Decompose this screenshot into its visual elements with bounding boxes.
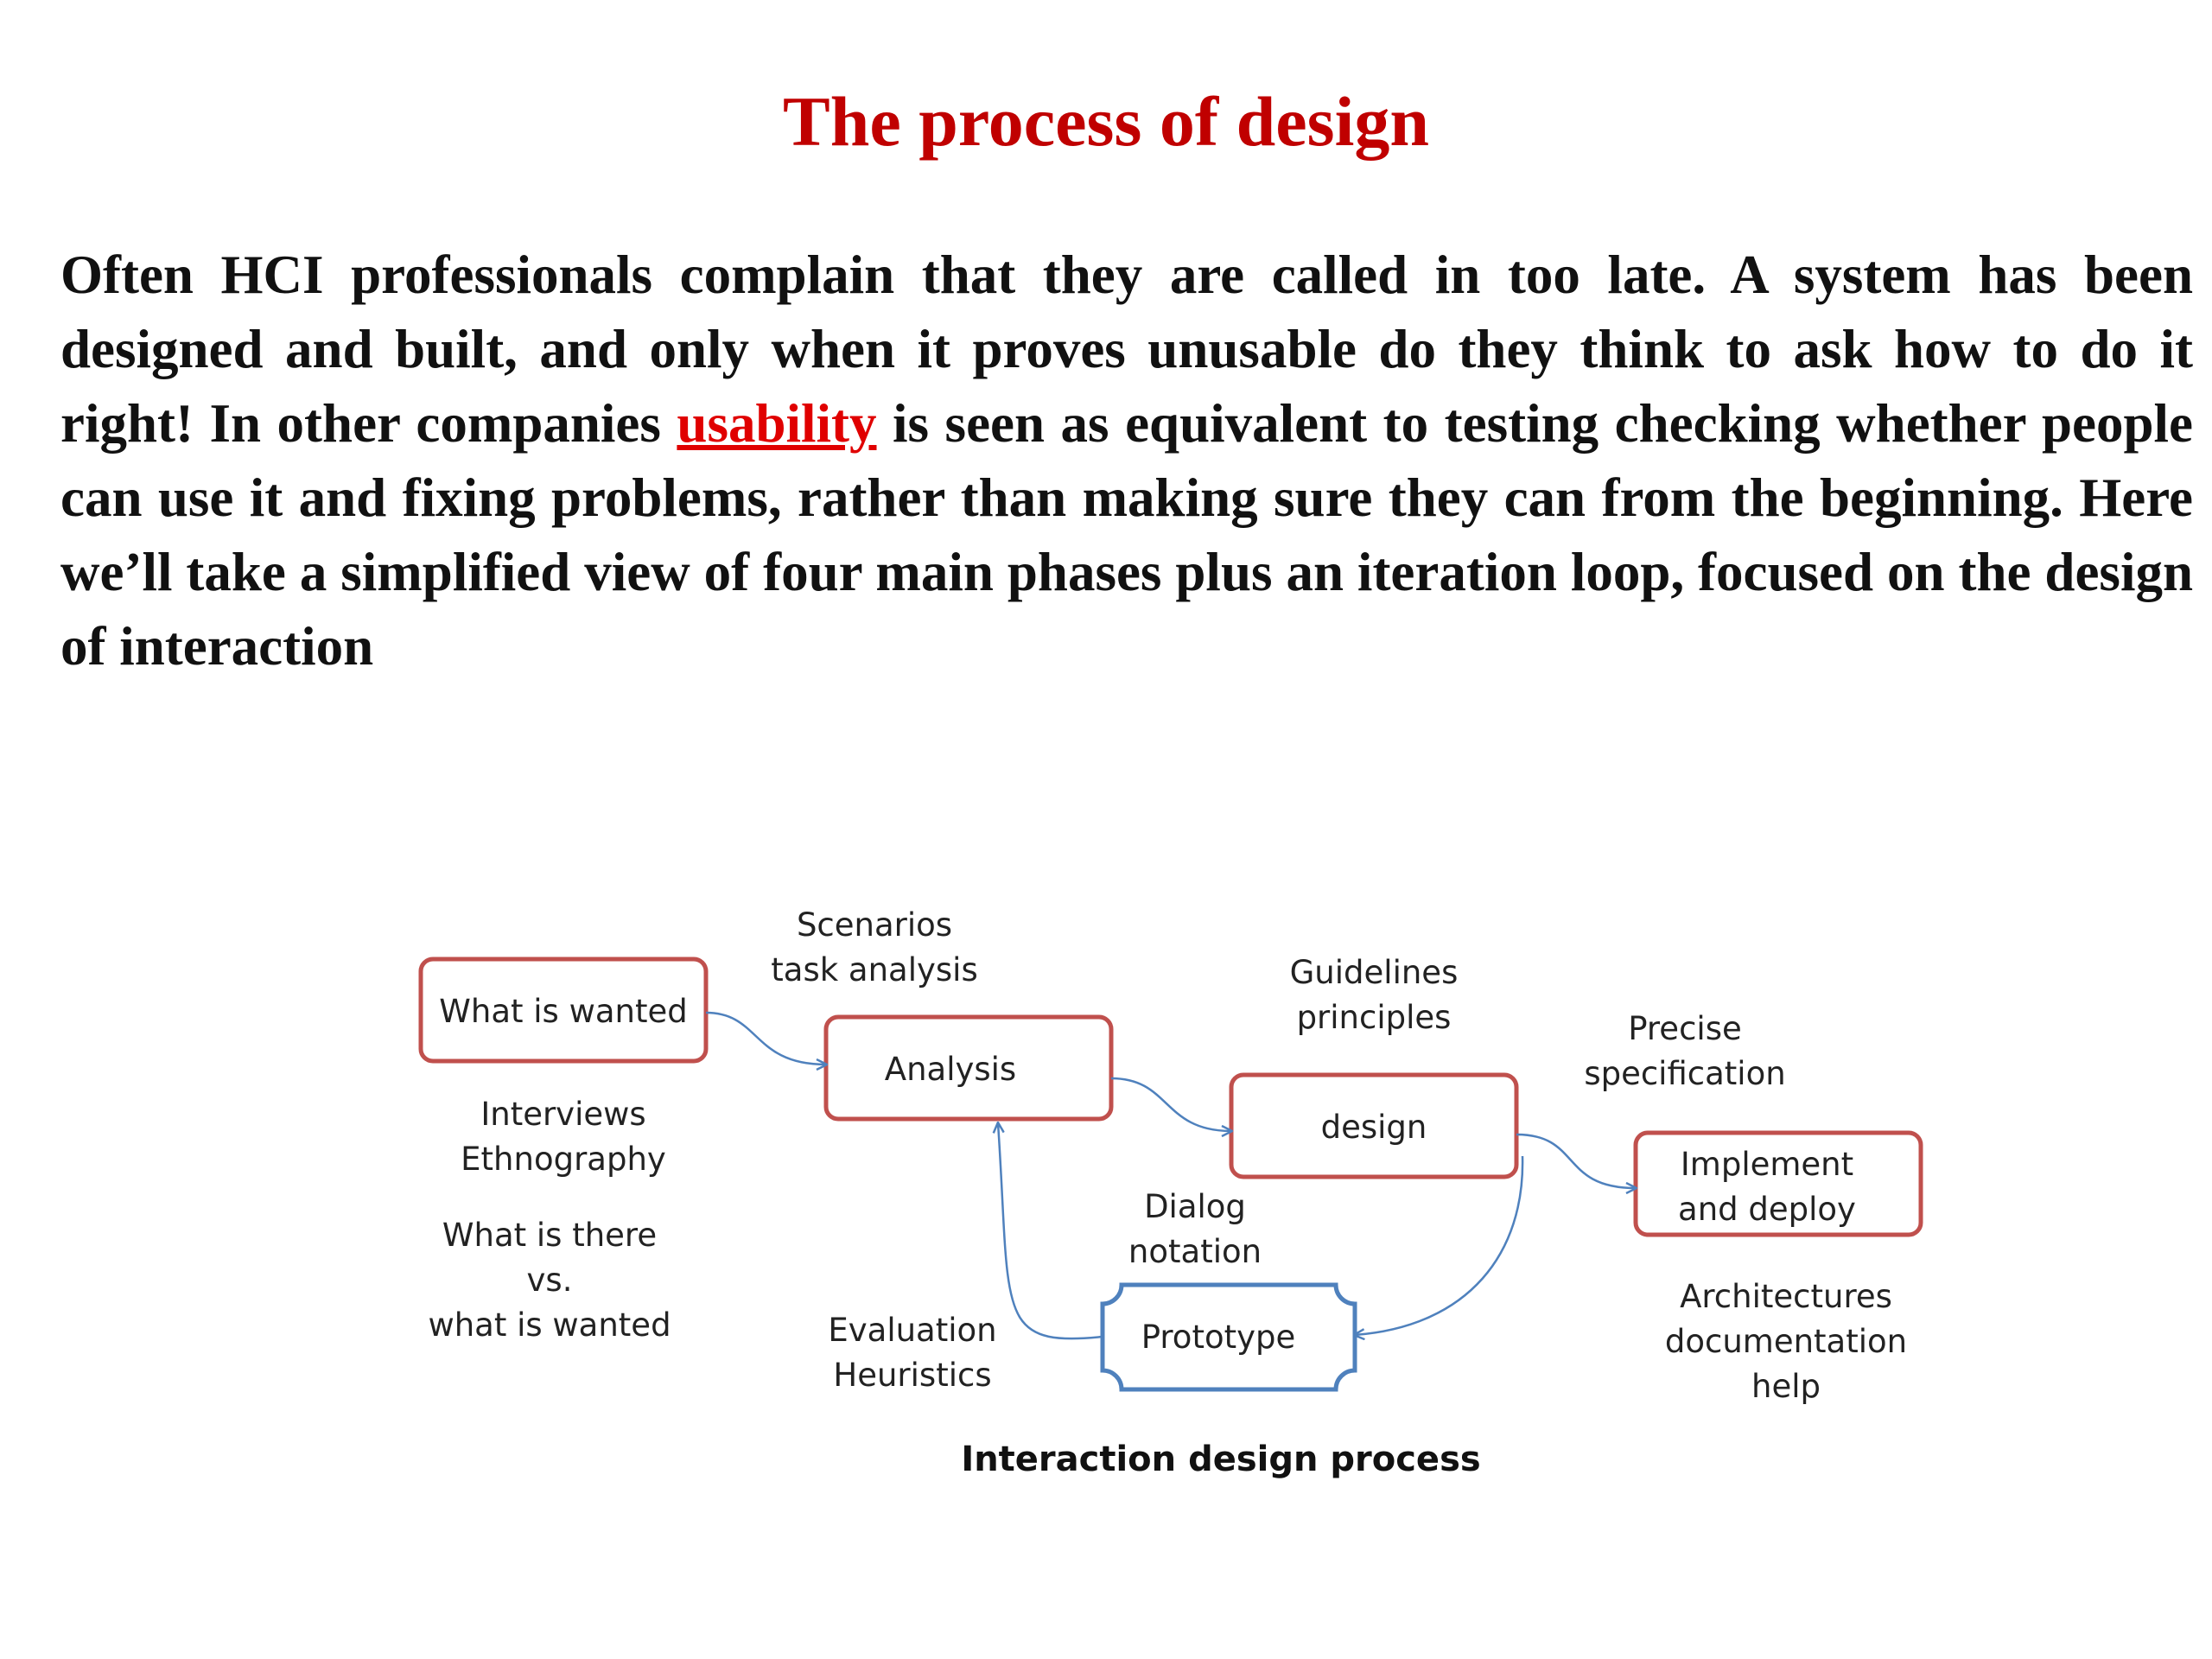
what-is-there-annotation-line3: what is wanted (428, 1306, 671, 1344)
interviews-annotation-line1: Interviews (480, 1096, 646, 1133)
scenarios-annotation-line2: task analysis (771, 951, 978, 988)
arrow-design-to-prototype (1355, 1156, 1522, 1335)
what-is-wanted-label: What is wanted (439, 993, 688, 1030)
arrow-prototype-to-analysis (998, 1123, 1103, 1338)
paragraph-text-end: is seen as equivalent to testing checking whether people can use it and fixing problems, rather than making sure they can from the beginning. Here we’ll take a simplified view of four main phases plus an iteration loop, focused on the design of interaction (60, 393, 2193, 677)
evaluation-annotation-line2: Heuristics (833, 1357, 992, 1394)
implement-label-line2: and deploy (1678, 1191, 1856, 1228)
guidelines-annotation-line2: principles (1296, 999, 1452, 1036)
scenarios-annotation-line1: Scenarios (796, 906, 953, 944)
diagram-caption: Interaction design process (961, 1440, 1481, 1479)
arrow-analysis-to-design (1111, 1078, 1231, 1131)
architectures-annotation-line1: Architectures (1680, 1278, 1892, 1315)
architectures-annotation-line3: help (1751, 1368, 1821, 1405)
guidelines-annotation-line1: Guidelines (1289, 954, 1459, 991)
interviews-annotation-line2: Ethnography (461, 1141, 666, 1178)
what-is-there-annotation-line2: vs. (526, 1262, 573, 1299)
implement-label-line1: Implement (1680, 1146, 1854, 1183)
arrow-design-to-implement (1516, 1135, 1636, 1188)
prototype-label: Prototype (1141, 1319, 1296, 1356)
arrow-wanted-to-analysis (706, 1013, 826, 1065)
architectures-annotation-line2: documentation (1664, 1323, 1908, 1360)
precise-annotation-line2: specification (1584, 1055, 1786, 1092)
analysis-label: Analysis (884, 1051, 1017, 1088)
dialog-annotation-line1: Dialog (1144, 1188, 1246, 1225)
design-label: design (1320, 1109, 1427, 1146)
usability-link[interactable]: usability (677, 393, 877, 454)
dialog-annotation-line2: notation (1128, 1233, 1262, 1270)
precise-annotation-line1: Precise (1628, 1010, 1742, 1047)
evaluation-annotation-line1: Evaluation (828, 1312, 997, 1349)
paragraph-text-start: Often HCI professionals complain that they are called in too late. A system has been designed and built, and only when it proves unusable do they think to ask how to do it right! In other companies (60, 245, 2193, 454)
page-title: The process of design (783, 82, 1429, 161)
what-is-there-annotation-line1: What is there (442, 1217, 658, 1254)
